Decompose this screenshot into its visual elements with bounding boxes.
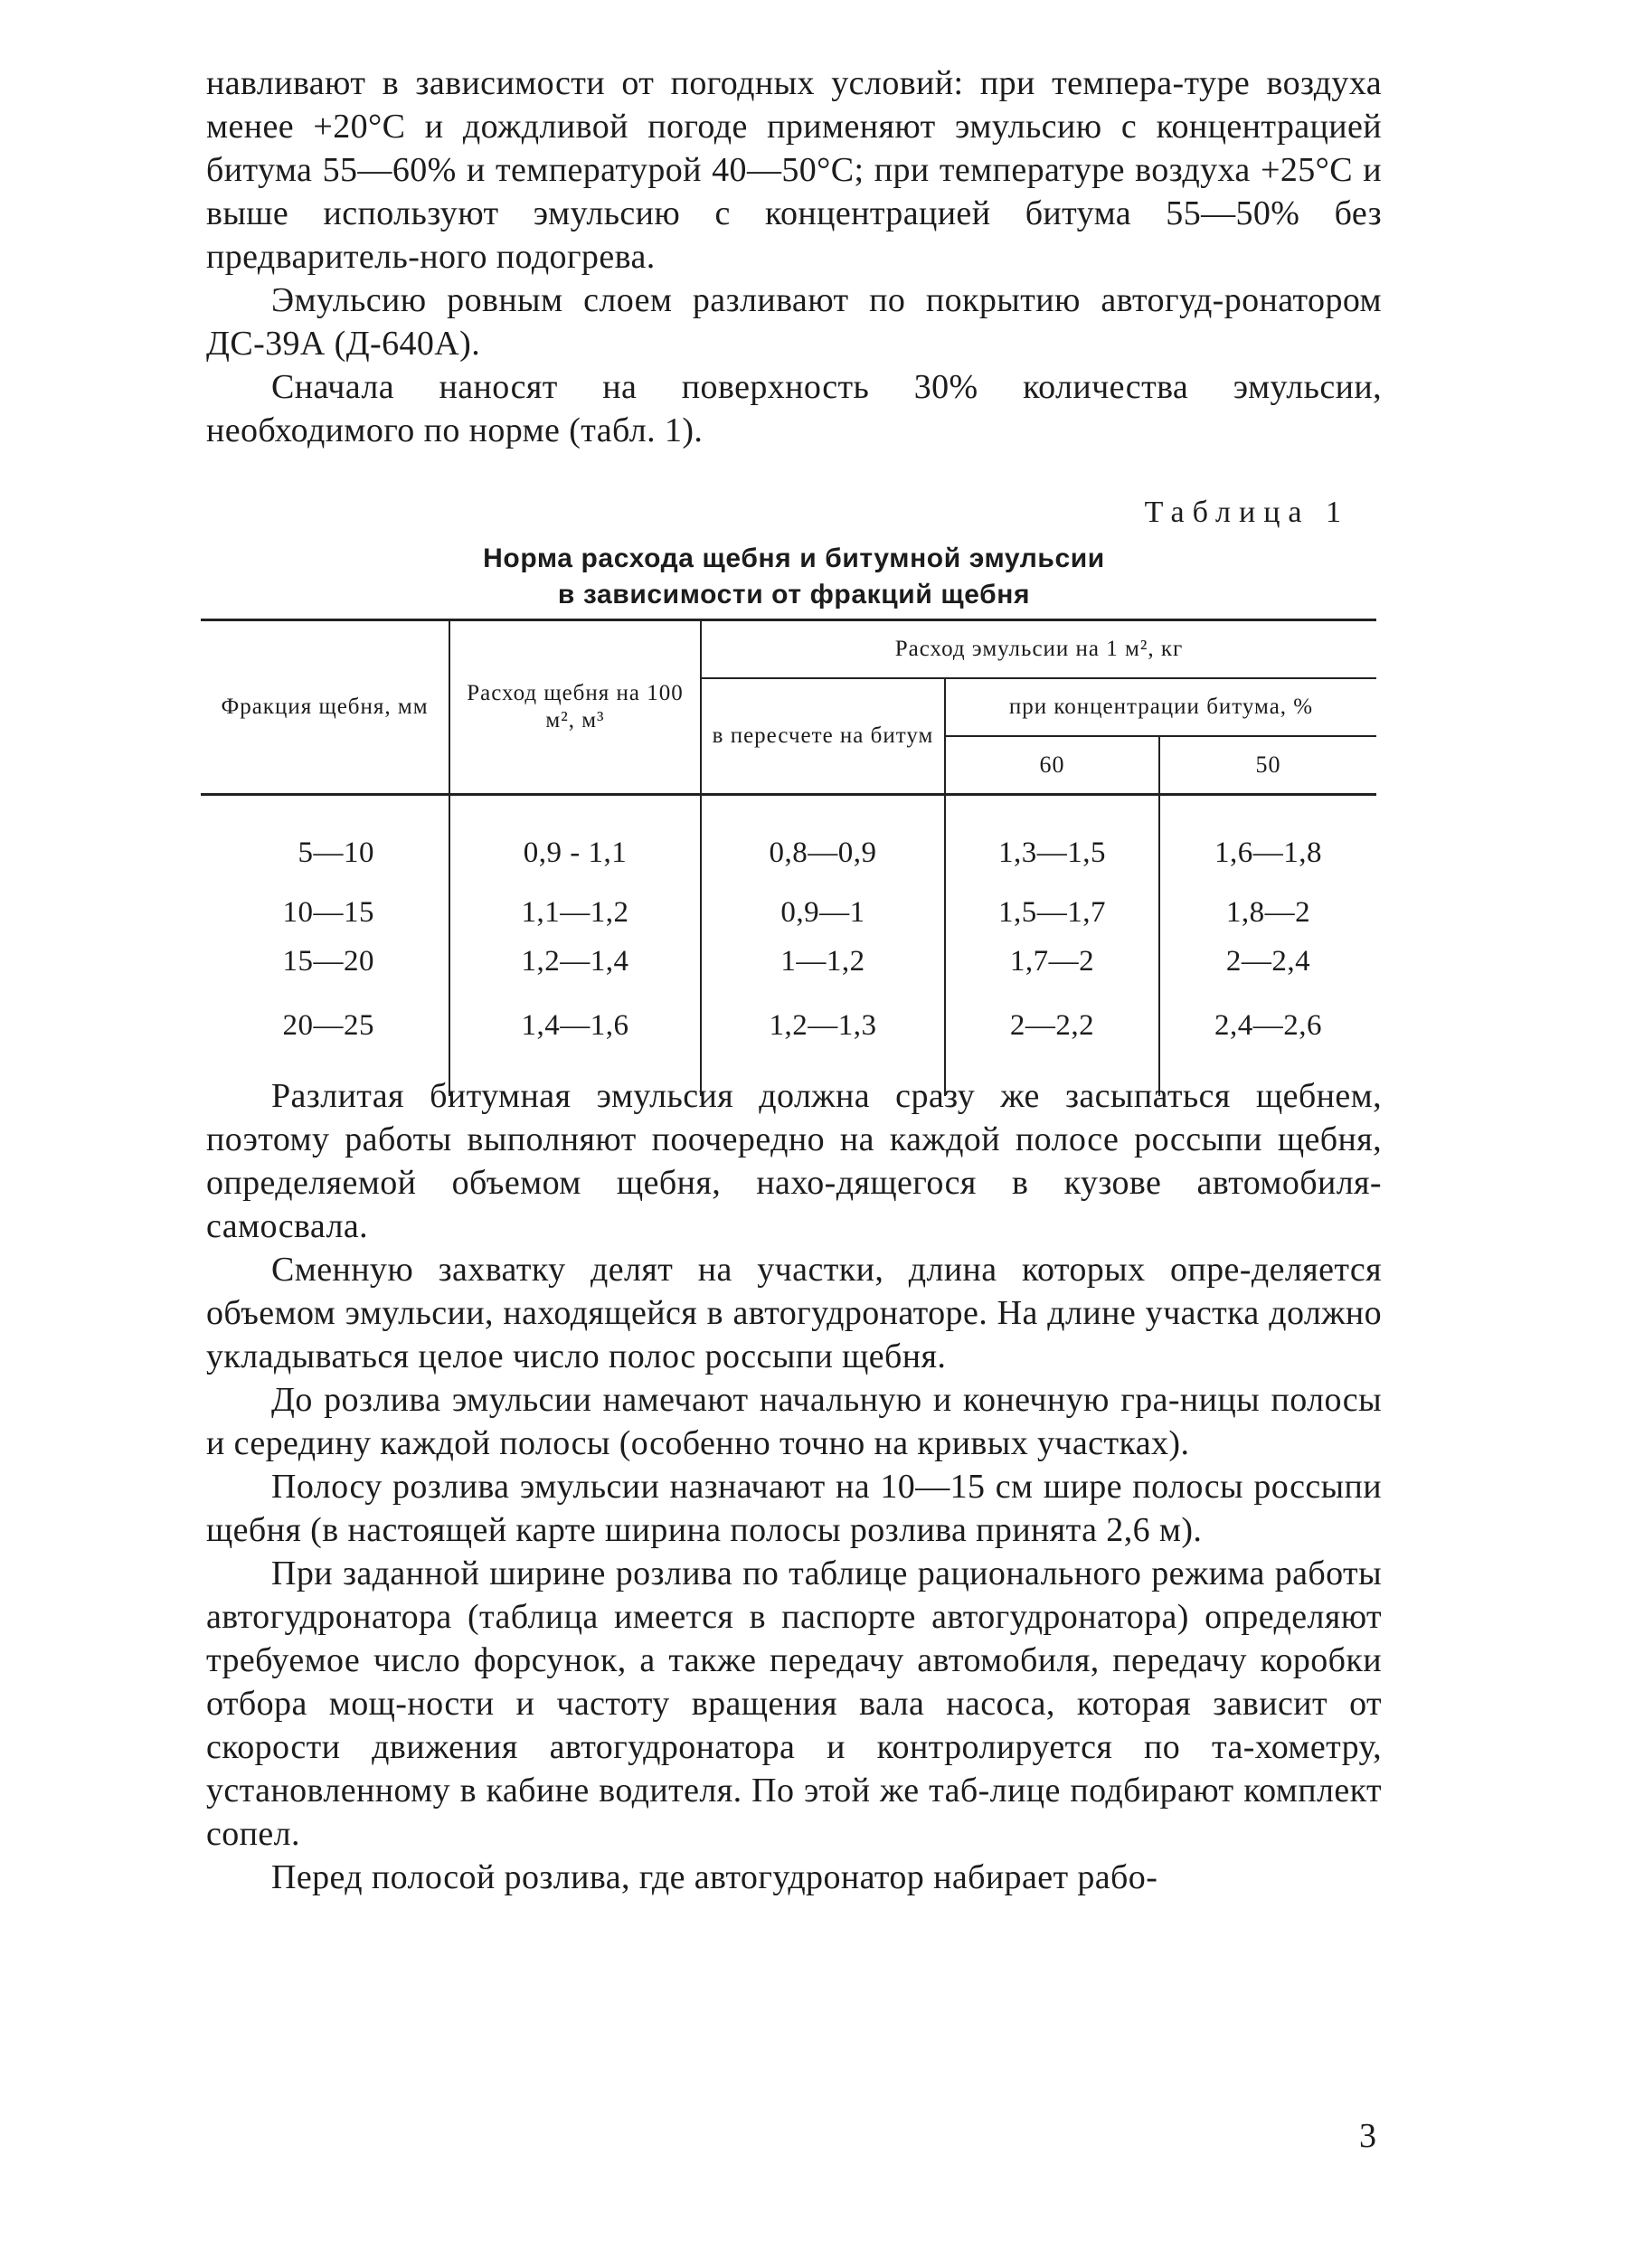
paragraph-4: Разлитая битумная эмульсия должна сразу же засыпаться щебнем, поэтому работы выполняют поочередно на каждой полосе россыпи щебня, определяемой объемом щебня, нахо-дящегося в кузове автомобиля-самосвала. [206, 1077, 1382, 1245]
cell-bitumen: 0,9—1 [701, 888, 945, 937]
header-conc-60: 60 [945, 736, 1159, 795]
header-concentration: при концентрации битума, % [945, 678, 1376, 736]
paragraph-6: До розлива эмульсии намечают начальную и конечную гра-ницы полосы и середину каждой полосы (особенно точно на кривых участках). [206, 1381, 1382, 1462]
header-fraction: Фракция щебня, мм [221, 695, 429, 719]
paragraph-8: При заданной ширине розлива по таблице рационального режима работы автогудронатора (таблица имеется в паспорте автогудронатора) определяют требуемое число форсунок, а также передачу автомобиля, передачу коробки отбора мощ-ности и частоту вращения вала насоса, которая зависит от скорости движения автогудронатора и контролируется по та-хометру, установленному в кабине водителя. По этой же таб-лице подбирают комплект сопел. [206, 1555, 1382, 1853]
header-emulsion-consumption: Расход эмульсии на 1 м², кг [701, 620, 1376, 679]
paragraph-1: навливают в зависимости от погодных условий: при темпера-туре воздуха менее +20°С и дождливой погоде применяют эмульсию с концентрацией битума 55—60% и температурой 40—50°С; при температуре воздуха +25°С и выше используют эмульсию с концентрацией битума 55—50% без предваритель-ного подогрева. [206, 64, 1382, 276]
paragraph-7: Полосу розлива эмульсии назначают на 10—15 см шире полосы россыпи щебня (в настоящей карте ширина полосы розлива принята 2,6 м). [206, 1468, 1382, 1549]
cell-fraction: 10—15 [282, 895, 374, 929]
table-row [201, 937, 1376, 986]
table-title-line-2: в зависимости от фракций щебня [557, 580, 1031, 610]
cell-gravel: 1,4—1,6 [449, 986, 701, 1096]
page-number: 3 [1359, 2117, 1376, 2155]
header-gravel-consumption: Расход щебня на 100 м², м³ [449, 620, 701, 795]
cell-conc-50: 1,6—1,8 [1159, 795, 1376, 889]
cell-gravel: 0,9 - 1,1 [449, 795, 701, 889]
cell-fraction: 15—20 [282, 944, 374, 978]
cell-conc-50: 2,4—2,6 [1159, 986, 1376, 1096]
cell-gravel: 1,1—1,2 [449, 888, 701, 937]
cell-conc-60: 2—2,2 [945, 986, 1159, 1096]
table-title-line-1: Норма расхода щебня и битумной эмульсии [483, 543, 1105, 573]
paragraph-9: Перед полосой розлива, где автогудронатор набирает рабо- [271, 1858, 1158, 1896]
cell-conc-60: 1,3—1,5 [945, 795, 1159, 889]
cell-bitumen: 0,8—0,9 [701, 795, 945, 889]
table-row [201, 795, 1376, 889]
text-block-top [206, 61, 1382, 452]
cell-bitumen: 1,2—1,3 [701, 986, 945, 1096]
cell-bitumen: 1—1,2 [701, 937, 945, 986]
cell-gravel: 1,2—1,4 [449, 937, 701, 986]
consumption-table [201, 619, 1376, 1096]
cell-fraction: 20—25 [282, 1008, 374, 1042]
cell-conc-60: 1,5—1,7 [945, 888, 1159, 937]
cell-fraction: 5—10 [298, 836, 374, 869]
table-caption: Таблица 1 [1144, 496, 1349, 529]
text-block-bottom [206, 1074, 1382, 1899]
cell-conc-50: 1,8—2 [1159, 888, 1376, 937]
paragraph-5: Сменную захватку делят на участки, длина которых опре-деляется объемом эмульсии, находящейся в автогудронаторе. На длине участка должно укладываться целое число полос россыпи щебня. [206, 1251, 1382, 1375]
paragraph-2: Эмульсию ровным слоем разливают по покрытию автогуд-ронатором ДС-39А (Д-640А). [206, 281, 1382, 363]
table-row [201, 888, 1376, 937]
consumption-table-wrap [201, 619, 1376, 1096]
cell-conc-60: 1,7—2 [945, 937, 1159, 986]
table-title [206, 541, 1382, 613]
header-bitumen-equivalent: в пересчете на битум [701, 678, 945, 795]
header-conc-50: 50 [1159, 736, 1376, 795]
cell-conc-50: 2—2,4 [1159, 937, 1376, 986]
paragraph-3: Сначала наносят на поверхность 30% количества эмульсии, необходимого по норме (табл. 1). [206, 368, 1382, 449]
